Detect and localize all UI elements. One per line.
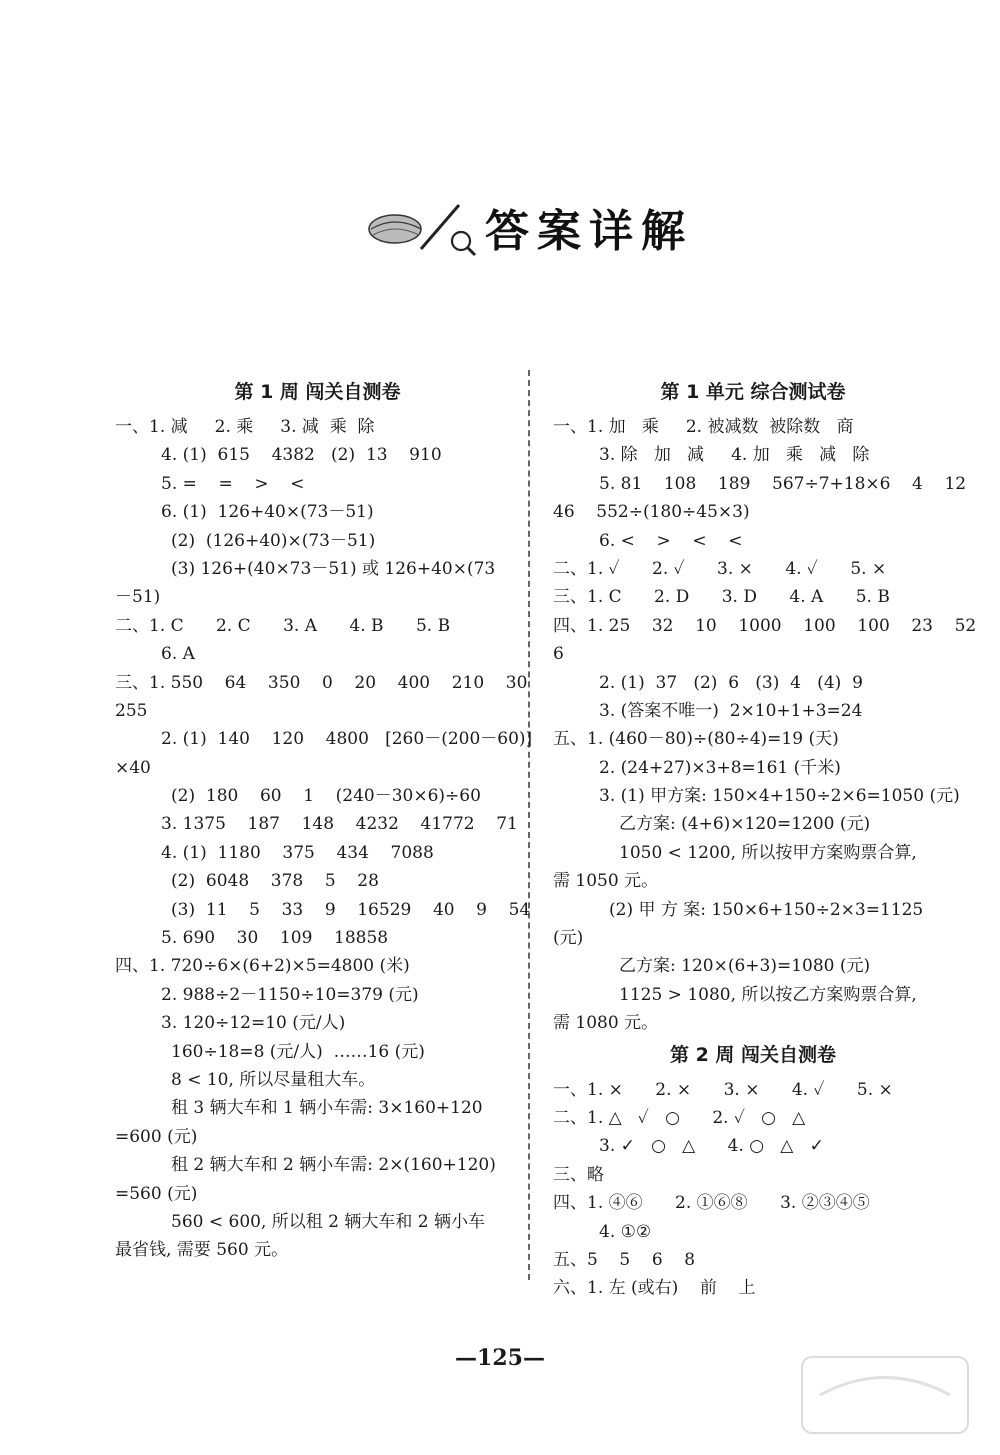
answer-line: 二、1. △ ✓ ○ 2. ✓ ○ △ [553,1107,806,1128]
answer-line: 6 [553,644,564,665]
answer-line: =560 (元) [115,1183,198,1204]
answer-line: 需 1080 元。 [553,1013,659,1034]
answer-line: 四、1. 25 32 10 1000 100 100 23 52 [553,615,977,636]
answer-line: 乙方案: (4+6)×120=1200 (元) [619,814,871,835]
answer-line: 160÷18=8 (元/人) ……16 (元) [171,1041,425,1062]
answer-line: 2. 988÷2－1150÷10=379 (元) [161,984,419,1005]
answer-lines [553,413,977,1038]
answer-line: 六、1. 左 (或右) 前 上 [553,1278,756,1299]
answer-line: 三、略 [553,1164,604,1185]
answer-line: 租 2 辆大车和 2 辆小车需: 2×(160+120) [171,1155,496,1176]
header [365,195,693,259]
page-number: —125— [455,1345,545,1371]
answer-line: 1050 < 1200, 所以按甲方案购票合算, [619,842,917,863]
answer-line: 255 [115,700,148,721]
answer-line: 4. ①② [599,1221,652,1242]
answer-line: 五、1. (460－80)÷(80÷4)=19 (天) [553,729,839,750]
answer-line: ×40 [115,757,151,778]
answer-line: 五、5 5 6 8 [553,1249,696,1270]
answer-line: －51) [115,587,161,608]
answer-line: 一、1. 减 2. 乘 3. 减 乘 除 [115,417,375,437]
answer-line: 4. (1) 1180 375 434 7088 [161,842,434,863]
watermark-logo [800,1355,970,1435]
answer-line: 3. 除 加 减 4. 加 乘 减 除 [599,445,870,466]
answer-line: (2) 甲 方 案: 150×6+150÷2×3=1125 [609,899,924,920]
answer-line: 一、1. 加 乘 2. 被减数 被除数 商 [553,417,854,437]
answer-line: =600 (元) [115,1126,198,1147]
answer-line: 3. (1) 甲方案: 150×4+150÷2×6=1050 (元) [599,786,960,807]
answer-line: 3. 1375 187 148 4232 41772 71 [161,814,518,835]
answer-line: 1125 > 1080, 所以按乙方案购票合算, [619,984,917,1005]
page-title: 答案详解 [485,206,693,257]
answer-lines [553,1076,953,1303]
answer-lines [115,413,533,1265]
section-title: 第 1 单元 综合测试卷 [660,381,846,403]
answer-line: 二、1. C 2. C 3. A 4. B 5. B [115,615,451,636]
scroll-pen-magnifier-icon [365,197,477,257]
answer-line: (2) (126+40)×(73－51) [171,530,376,551]
answer-line: 需 1050 元。 [553,871,659,892]
answer-line: (元) [553,928,584,949]
section-title: 第 1 周 闯关自测卷 [234,381,401,403]
answer-line: 5. 690 30 109 18858 [161,928,389,949]
answer-line: 2. (1) 37 (2) 6 (3) 4 (4) 9 [599,672,863,693]
left-column [115,375,533,1265]
answer-line: 3. 120÷12=10 (元/人) [161,1013,346,1034]
answer-line: 四、1. ④⑥ 2. ①⑥⑧ 3. ②③④⑤ [553,1193,870,1214]
answer-line: (3) 126+(40×73－51) 或 126+40×(73 [171,558,496,579]
answer-line: (2) 180 60 1 (240－30×6)÷60 [171,786,481,807]
answer-line: 一、1. × 2. × 3. × 4. ✓ 5. × [553,1079,893,1100]
answer-line: 乙方案: 120×(6+3)=1080 (元) [619,956,871,977]
answer-line: 3. (答案不唯一) 2×10+1+3=24 [599,700,863,721]
answer-line: 2. (1) 140 120 4800 [260－(200－60)] [161,729,533,750]
answer-line: 4. (1) 615 4382 (2) 13 910 [161,445,442,466]
answer-line: 46 552÷(180÷45×3) [553,502,750,523]
answer-line: 三、1. 550 64 350 0 20 400 210 30 [115,672,528,693]
answer-line: 5. 81 108 189 567÷7+18×6 4 12 [599,473,967,494]
section-title: 第 2 周 闯关自测卷 [669,1043,837,1066]
answer-line: (3) 11 5 33 9 16529 40 9 54 [171,899,531,920]
answer-line: 租 3 辆大车和 1 辆小车需: 3×160+120 [171,1098,483,1119]
answer-line: 最省钱, 需要 560 元。 [115,1240,289,1261]
answer-line: 二、1. ✓ 2. ✓ 3. × 4. ✓ 5. × [553,558,887,579]
answer-line: 8 < 10, 所以尽量租大车。 [171,1069,376,1090]
answer-line: 3. ✓ ○ △ 4. ○ △ ✓ [599,1136,824,1157]
answer-line: 四、1. 720÷6×(6+2)×5=4800 (米) [115,956,410,977]
right-column [553,375,977,1303]
answer-line: 5. = = > < [161,473,305,494]
answer-line: 6. A [161,644,195,665]
answer-line: 2. (24+27)×3+8=161 (千米) [599,757,841,778]
answer-line: 6. < > < < [599,530,743,551]
answer-line: 560 < 600, 所以租 2 辆大车和 2 辆小车 [171,1211,486,1232]
answer-line: 三、1. C 2. D 3. D 4. A 5. B [553,587,890,608]
answer-line: (2) 6048 378 5 28 [171,871,379,892]
answer-line: 6. (1) 126+40×(73－51) [161,502,374,523]
column-divider [528,370,530,1280]
